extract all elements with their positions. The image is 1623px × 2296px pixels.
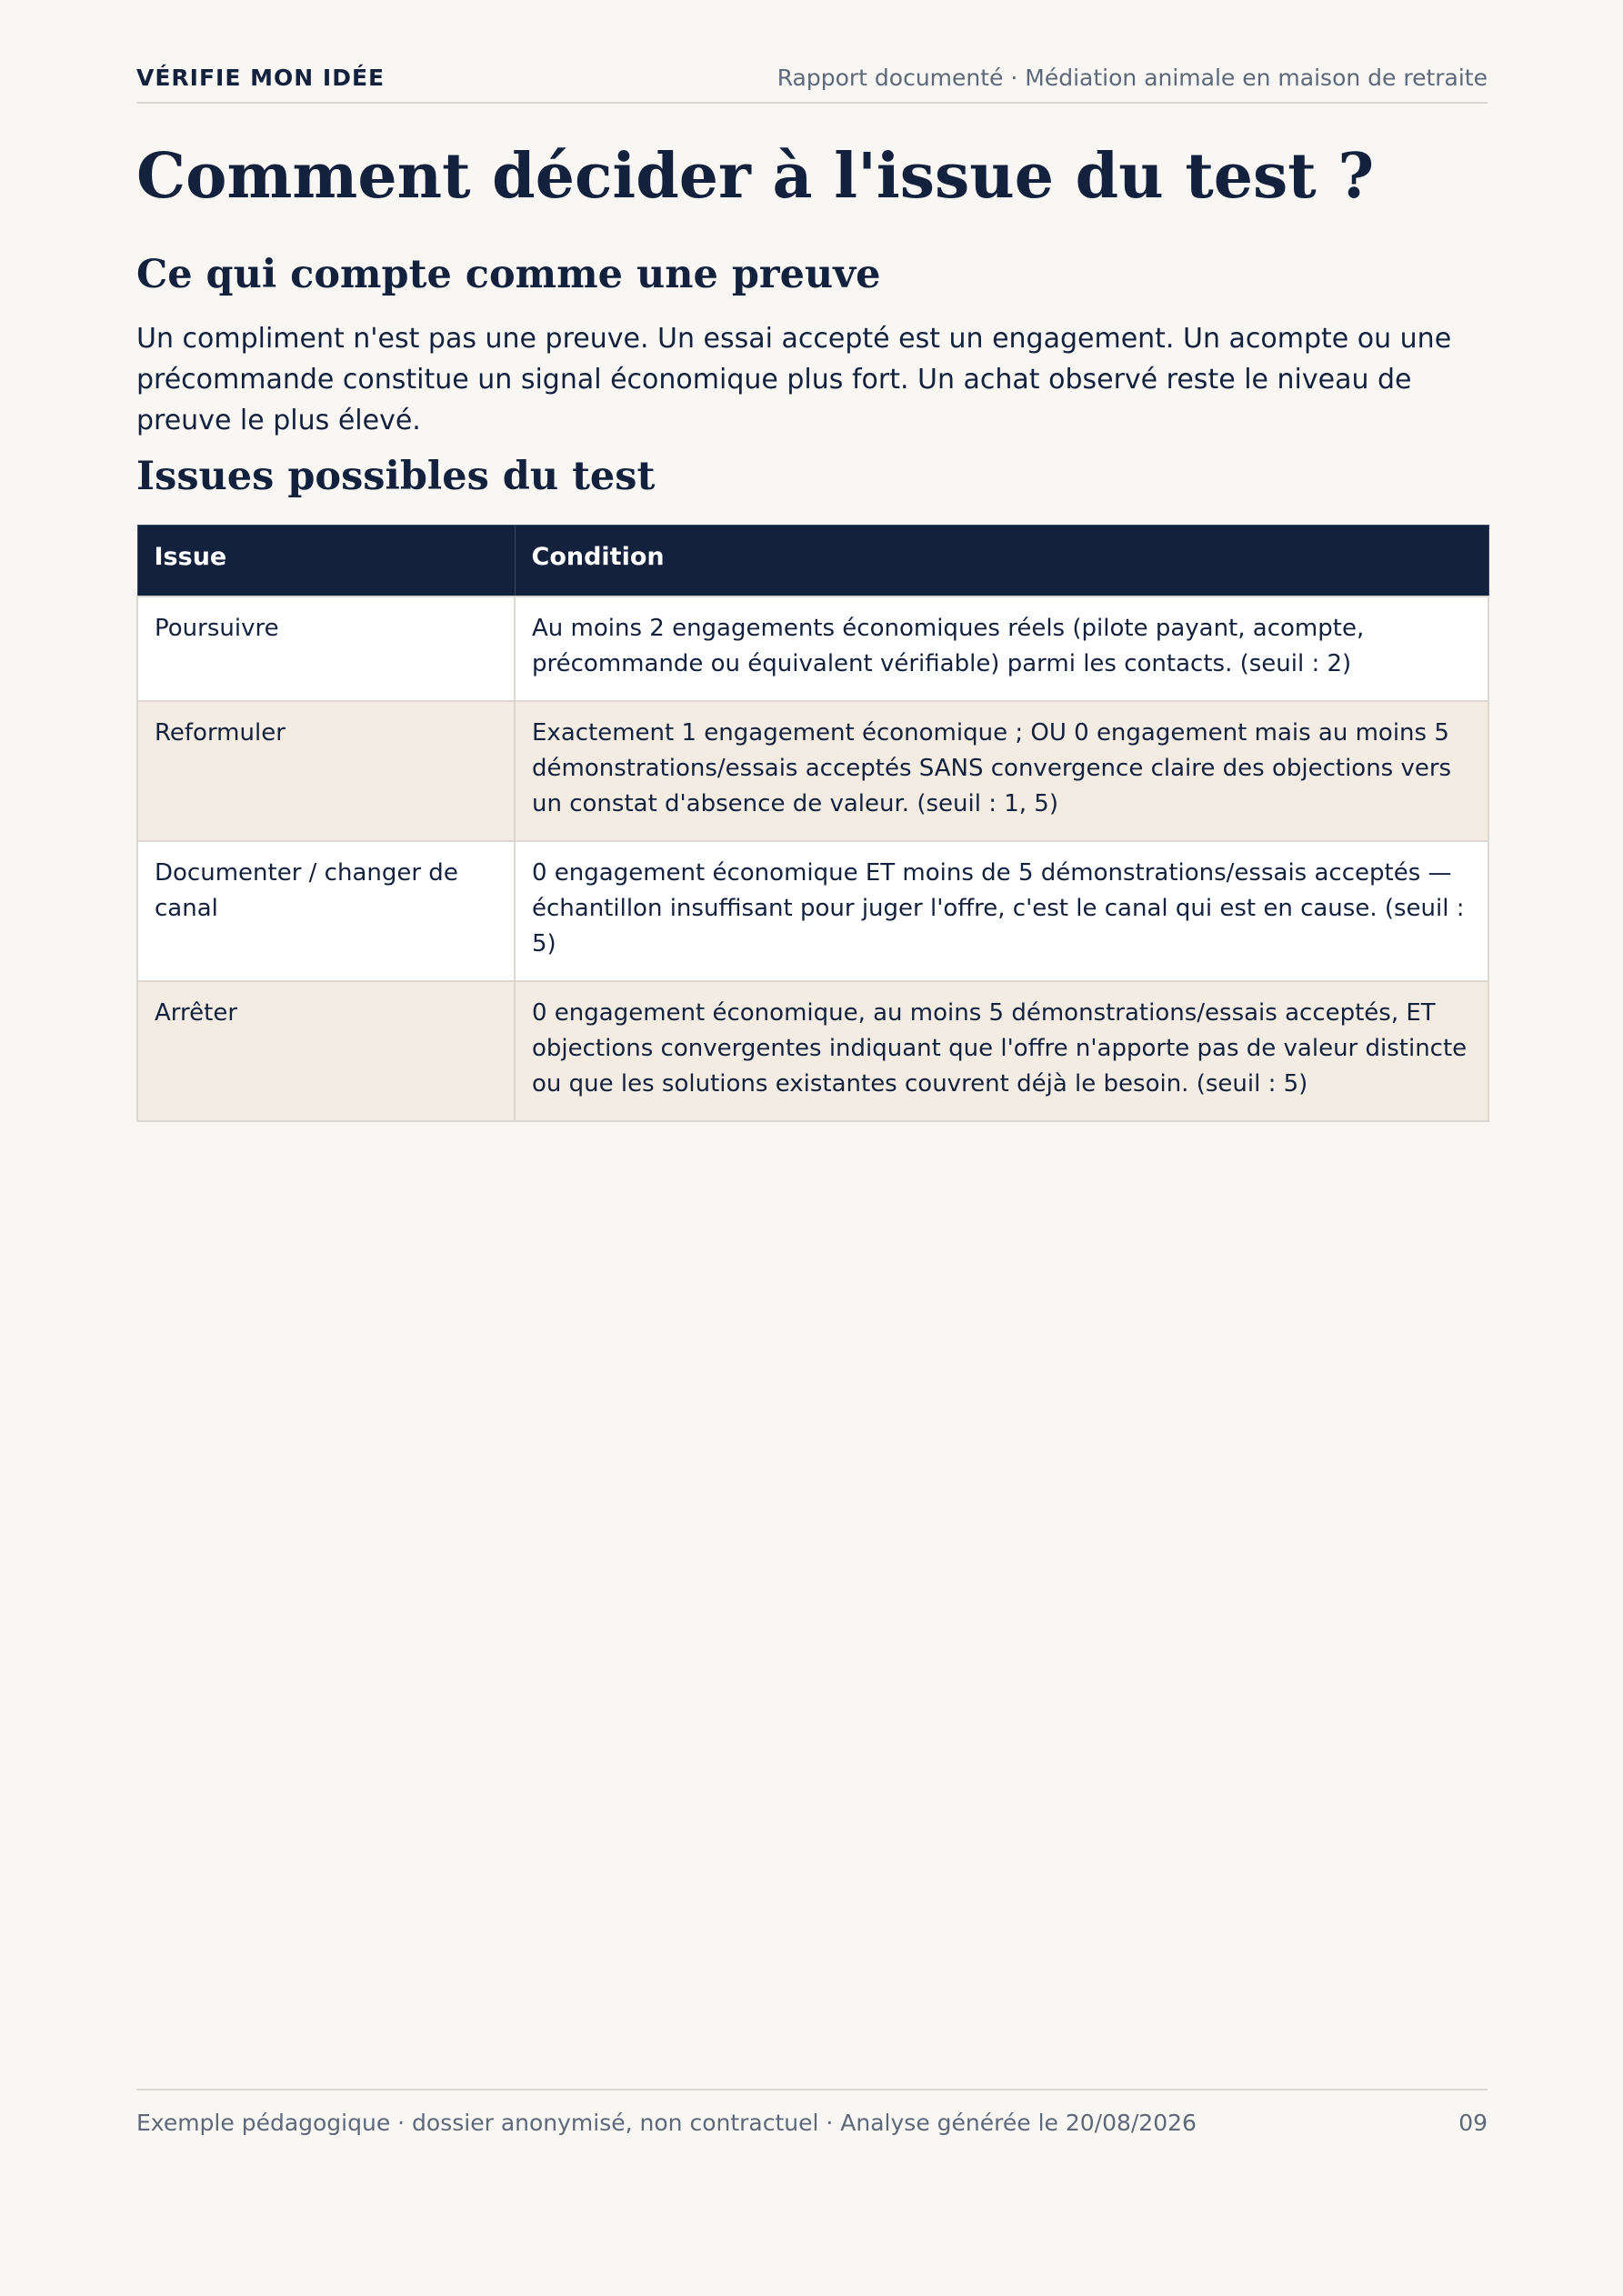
document-page [136,0,1488,2296]
condition-cell: Au moins 2 engagements économiques réels (pilote payant, acompte, précommande ou équivalent vérifiable) parmi les contacts. (seuil : 2) [515,597,1488,701]
running-footer [136,2089,1488,2136]
table-row [137,597,1488,701]
table-row [137,701,1488,841]
issue-cell: Documenter / changer de canal [137,841,515,981]
footer-note: Exemple pédagogique · dossier anonymisé, non contractuel · Analyse générée le 20/08/2026 [136,2110,1197,2136]
table-header-row [137,526,1488,597]
issue-cell: Arrêter [137,981,515,1121]
page-number: 09 [1458,2110,1488,2136]
page-title: Comment décider à l'issue du test ? [136,140,1375,213]
condition-cell: Exactement 1 engagement économique ; OU 0 engagement mais au moins 5 démonstrations/essais acceptés SANS convergence claire des objections vers un constat d'absence de valeur. (seuil : 1, 5) [515,701,1488,841]
column-header-issue: Issue [137,526,515,597]
section-heading-outcomes: Issues possibles du test [136,454,656,499]
table-row [137,981,1488,1121]
section-heading-evidence: Ce qui compte comme une preuve [136,252,881,297]
running-header [136,64,1488,104]
issue-cell: Poursuivre [137,597,515,701]
evidence-paragraph: Un compliment n'est pas une preuve. Un essai accepté est un engagement. Un acompte ou une précommande constitue un signal économique plus fort. Un achat observé reste le niveau de preuve le plus élevé. [136,323,1452,436]
report-subtitle: Rapport documenté · Médiation animale en maison de retraite [776,65,1488,91]
outcomes-table [136,525,1489,1122]
issue-cell: Reformuler [137,701,515,841]
brand-name: VÉRIFIE MON IDÉE [136,65,386,91]
table-row [137,841,1488,981]
condition-cell: 0 engagement économique, au moins 5 démonstrations/essais acceptés, ET objections convergentes indiquant que l'offre n'apporte pas de valeur distincte ou que les solutions existantes couvrent déjà le besoin. (seuil : 5) [515,981,1488,1121]
condition-cell: 0 engagement économique ET moins de 5 démonstrations/essais acceptés — échantillon insuffisant pour juger l'offre, c'est le canal qui est en cause. (seuil : 5) [515,841,1488,981]
column-header-condition: Condition [515,526,1488,597]
